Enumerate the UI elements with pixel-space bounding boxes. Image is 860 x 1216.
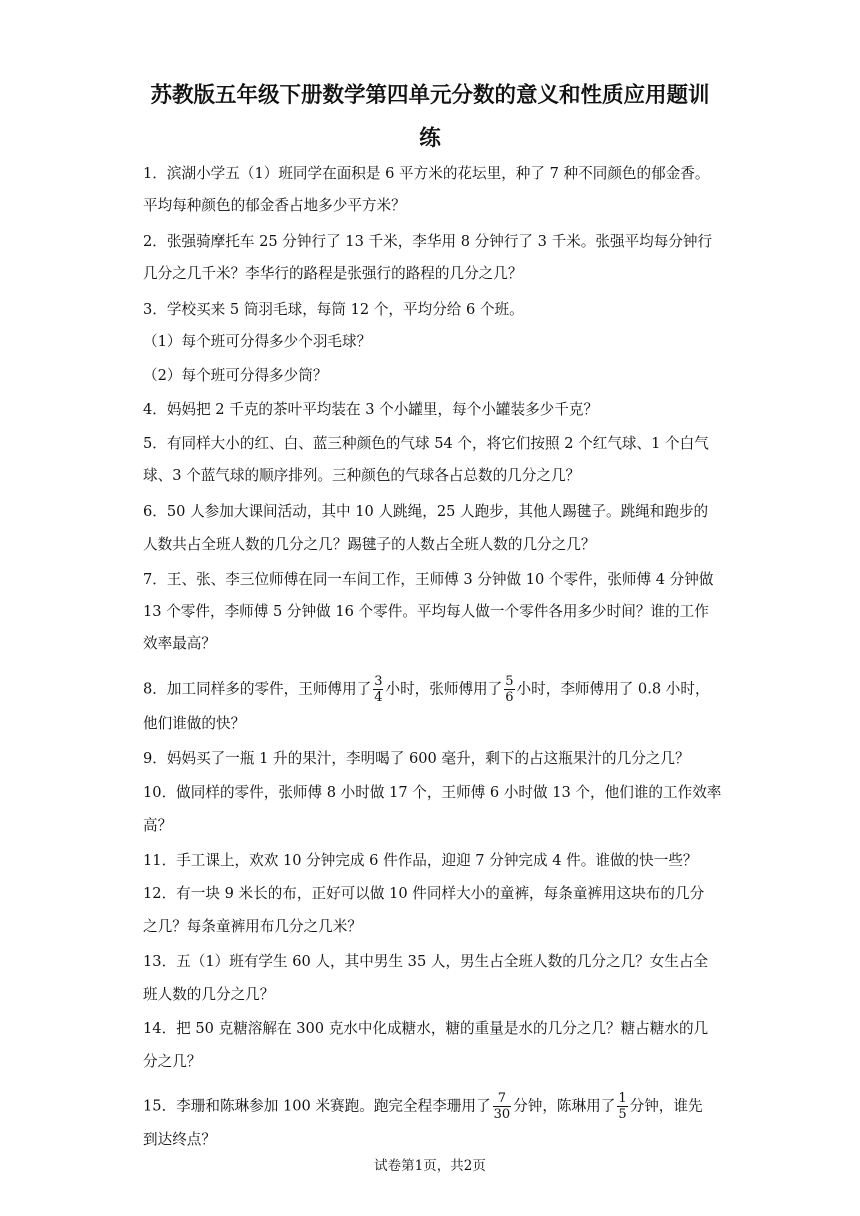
question-8-line1 <box>143 674 710 705</box>
question-6-line2: 人数共占全班人数的几分之几？踢毽子的人数占全班人数的几分之几？ <box>143 536 596 553</box>
fraction-5-6 <box>504 674 514 705</box>
question-3-sub1: （1）每个班可分得多少个羽毛球？ <box>143 333 372 350</box>
question-1-line1: 1．滨湖小学五（1）班同学在面积是 6 平方米的花坛里，种了 7 种不同颜色的郁金香。 <box>143 165 710 182</box>
question-12-line1: 12．有一块 9 米长的布，正好可以做 10 件同样大小的童裤，每条童裤用这块布的几分 <box>143 885 705 902</box>
question-15-line1 <box>143 1091 703 1122</box>
question-3-sub2: （2）每个班可分得多少筒？ <box>143 367 328 384</box>
question-13-line1: 13．五（1）班有学生 60 人，其中男生 35 人，男生占全班人数的几分之几？女生占全 <box>143 953 709 970</box>
question-14-line2: 分之几？ <box>143 1053 202 1070</box>
question-15-line2: 到达终点？ <box>143 1131 216 1148</box>
question-14-line1: 14．把 50 克糖溶解在 300 克水中化成糖水，糖的重量是水的几分之几？糖占糖水的几 <box>143 1020 709 1037</box>
question-7-line1: 7．王、张、李三位师傅在同一车间工作，王师傅 3 分钟做 10 个零件，张师傅 4 分钟做 <box>143 571 714 588</box>
question-8-text-a: 8．加工同样多的零件，王师傅用了 <box>143 680 372 698</box>
question-5-line2: 球、3 个蓝气球的顺序排列。三种颜色的气球各占总数的几分之几？ <box>143 467 581 484</box>
page-title-line1: 苏教版五年级下册数学第四单元分数的意义和性质应用题训 <box>150 83 710 108</box>
question-8-text-c: 小时，李师傅用了 0.8 小时， <box>516 680 710 698</box>
fraction-3-4 <box>373 674 383 705</box>
question-3-line1: 3．学校买来 5 筒羽毛球，每筒 12 个，平均分给 6 个班。 <box>143 301 524 318</box>
question-10-line1: 10．做同样的零件，张师傅 8 小时做 17 个，王师傅 6 小时做 13 个，他们谁的工作效率 <box>143 784 722 801</box>
fraction-numerator: 5 <box>505 674 514 689</box>
fraction-denominator: 5 <box>618 1107 627 1122</box>
question-8-line2: 他们谁做的快？ <box>143 715 246 732</box>
question-11: 11．手工课上，欢欢 10 分钟完成 6 件作品，迎迎 7 分钟完成 4 件。谁做的快一些？ <box>143 852 698 869</box>
question-2-line1: 2．张强骑摩托车 25 分钟行了 13 千米，李华用 8 分钟行了 3 千米。张强平均每分钟行 <box>143 233 713 250</box>
question-7-line2: 13 个零件，李师傅 5 分钟做 16 个零件。平均每人做一个零件各用多少时间？谁的工作 <box>143 603 709 620</box>
question-2-line2: 几分之几千米？李华行的路程是张强行的路程的几分之几？ <box>143 265 523 282</box>
fraction-denominator: 4 <box>374 690 383 705</box>
question-15-text-c: 分钟，谁先 <box>629 1097 703 1115</box>
question-7-line3: 效率最高？ <box>143 635 216 652</box>
page-title-line2: 练 <box>419 126 441 151</box>
question-15-text-a: 15．李珊和陈琳参加 100 米赛跑。跑完全程李珊用了 <box>143 1097 491 1115</box>
page-footer: 试卷第1页，共2页 <box>374 1158 486 1174</box>
question-15-text-b: 分钟，陈琳用了 <box>513 1097 616 1115</box>
fraction-7-30 <box>493 1091 512 1122</box>
fraction-denominator: 6 <box>505 690 514 705</box>
fraction-denominator: 30 <box>493 1107 511 1122</box>
question-13-line2: 班人数的几分之几？ <box>143 986 275 1003</box>
question-8-text-b: 小时，张师傅用了 <box>385 680 503 698</box>
question-4: 4．妈妈把 2 千克的茶叶平均装在 3 个小罐里，每个小罐装多少千克？ <box>143 401 599 418</box>
fraction-numerator: 3 <box>374 674 383 689</box>
question-9: 9．妈妈买了一瓶 1 升的果汁，李明喝了 600 毫升，剩下的占这瓶果汁的几分之几？ <box>143 750 690 767</box>
fraction-numerator: 7 <box>493 1091 512 1107</box>
fraction-1-5 <box>617 1091 627 1122</box>
question-10-line2: 高？ <box>143 817 173 834</box>
question-6-line1: 6．50 人参加大课间活动，其中 10 人跳绳，25 人跑步，其他人踢毽子。跳绳和跑步的 <box>143 503 709 520</box>
fraction-numerator: 1 <box>618 1091 627 1106</box>
question-1-line2: 平均每种颜色的郁金香占地多少平方米？ <box>143 197 406 214</box>
question-12-line2: 之几？每条童裤用布几分之几米？ <box>143 918 362 935</box>
question-5-line1: 5．有同样大小的红、白、蓝三种颜色的气球 54 个，将它们按照 2 个红气球、1 个白气 <box>143 435 709 452</box>
